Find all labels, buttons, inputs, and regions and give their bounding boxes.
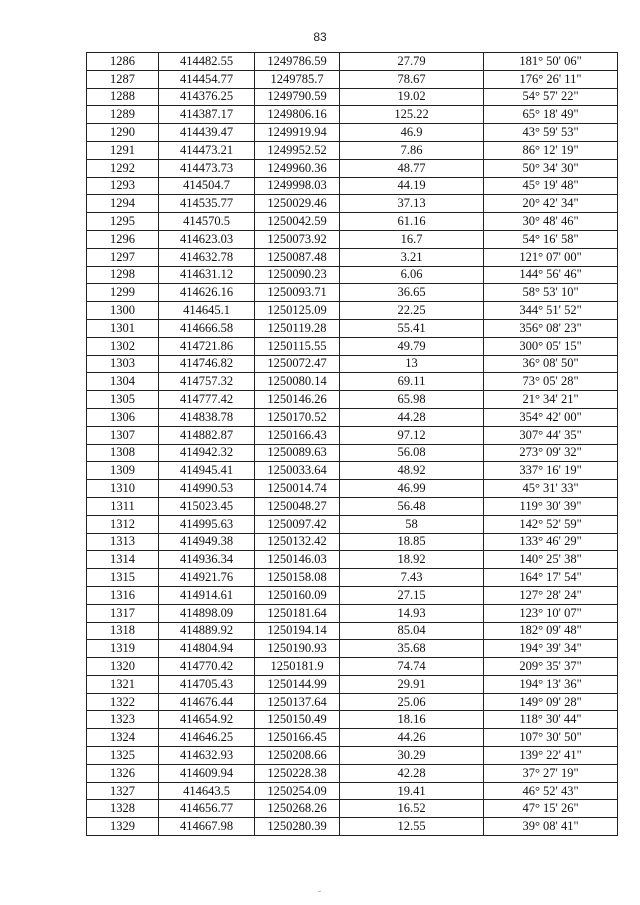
distance-cell: 27.79 bbox=[340, 53, 484, 71]
table-row bbox=[87, 195, 618, 213]
distance-cell: 12.55 bbox=[340, 818, 484, 836]
bearing-cell: 73° 05' 28" bbox=[484, 373, 618, 391]
x-coordinate-cell: 414570.5 bbox=[159, 213, 255, 231]
table-row bbox=[87, 480, 618, 498]
y-coordinate-cell: 1250150.49 bbox=[255, 711, 340, 729]
distance-cell: 85.04 bbox=[340, 622, 484, 640]
bearing-cell: 356° 08' 23" bbox=[484, 319, 618, 337]
distance-cell: 18.85 bbox=[340, 533, 484, 551]
x-coordinate-cell: 414454.77 bbox=[159, 70, 255, 88]
point-number-cell: 1302 bbox=[87, 337, 159, 355]
distance-cell: 69.11 bbox=[340, 373, 484, 391]
distance-cell: 125.22 bbox=[340, 106, 484, 124]
x-coordinate-cell: 414387.17 bbox=[159, 106, 255, 124]
page-number: 83 bbox=[313, 30, 327, 44]
bearing-cell: 300° 05' 15" bbox=[484, 337, 618, 355]
table-row bbox=[87, 124, 618, 142]
bearing-cell: 354° 42' 00" bbox=[484, 408, 618, 426]
y-coordinate-cell: 1250166.43 bbox=[255, 426, 340, 444]
x-coordinate-cell: 414656.77 bbox=[159, 800, 255, 818]
y-coordinate-cell: 1250137.64 bbox=[255, 693, 340, 711]
point-number-cell: 1310 bbox=[87, 480, 159, 498]
point-number-cell: 1320 bbox=[87, 658, 159, 676]
x-coordinate-cell: 414645.1 bbox=[159, 302, 255, 320]
bearing-cell: 39° 08' 41" bbox=[484, 818, 618, 836]
table-row bbox=[87, 426, 618, 444]
y-coordinate-cell: 1249785.7 bbox=[255, 70, 340, 88]
table-row bbox=[87, 818, 618, 836]
table-row bbox=[87, 782, 618, 800]
point-number-cell: 1297 bbox=[87, 248, 159, 266]
x-coordinate-cell: 414482.55 bbox=[159, 53, 255, 71]
x-coordinate-cell: 414945.41 bbox=[159, 462, 255, 480]
point-number-cell: 1289 bbox=[87, 106, 159, 124]
distance-cell: 3.21 bbox=[340, 248, 484, 266]
table-row bbox=[87, 88, 618, 106]
bearing-cell: 47° 15' 26" bbox=[484, 800, 618, 818]
x-coordinate-cell: 415023.45 bbox=[159, 497, 255, 515]
y-coordinate-cell: 1250208.66 bbox=[255, 747, 340, 765]
y-coordinate-cell: 1249998.03 bbox=[255, 177, 340, 195]
table-row bbox=[87, 106, 618, 124]
bearing-cell: 37° 27' 19" bbox=[484, 764, 618, 782]
table-row bbox=[87, 248, 618, 266]
x-coordinate-cell: 414770.42 bbox=[159, 658, 255, 676]
point-number-cell: 1291 bbox=[87, 141, 159, 159]
bearing-cell: 45° 19' 48" bbox=[484, 177, 618, 195]
bearing-cell: 50° 34' 30" bbox=[484, 159, 618, 177]
point-number-cell: 1323 bbox=[87, 711, 159, 729]
x-coordinate-cell: 414643.5 bbox=[159, 782, 255, 800]
bearing-cell: 43° 59' 53" bbox=[484, 124, 618, 142]
distance-cell: 61.16 bbox=[340, 213, 484, 231]
x-coordinate-cell: 414882.87 bbox=[159, 426, 255, 444]
table-row bbox=[87, 159, 618, 177]
table-row bbox=[87, 284, 618, 302]
y-coordinate-cell: 1250158.08 bbox=[255, 569, 340, 587]
y-coordinate-cell: 1250268.26 bbox=[255, 800, 340, 818]
bearing-cell: 133° 46' 29" bbox=[484, 533, 618, 551]
y-coordinate-cell: 1250144.99 bbox=[255, 675, 340, 693]
bearing-cell: 86° 12' 19" bbox=[484, 141, 618, 159]
y-coordinate-cell: 1250228.38 bbox=[255, 764, 340, 782]
y-coordinate-cell: 1250048.27 bbox=[255, 497, 340, 515]
x-coordinate-cell: 414990.53 bbox=[159, 480, 255, 498]
bearing-cell: 123° 10' 07" bbox=[484, 604, 618, 622]
table-row bbox=[87, 693, 618, 711]
x-coordinate-cell: 414666.58 bbox=[159, 319, 255, 337]
point-number-cell: 1328 bbox=[87, 800, 159, 818]
bearing-cell: 194° 39' 34" bbox=[484, 640, 618, 658]
x-coordinate-cell: 414609.94 bbox=[159, 764, 255, 782]
y-coordinate-cell: 1249806.16 bbox=[255, 106, 340, 124]
table-row bbox=[87, 551, 618, 569]
scan-speck bbox=[318, 891, 321, 892]
bearing-cell: 46° 52' 43" bbox=[484, 782, 618, 800]
y-coordinate-cell: 1250087.48 bbox=[255, 248, 340, 266]
x-coordinate-cell: 414654.92 bbox=[159, 711, 255, 729]
bearing-cell: 58° 53' 10" bbox=[484, 284, 618, 302]
bearing-cell: 273° 09' 32" bbox=[484, 444, 618, 462]
y-coordinate-cell: 1250280.39 bbox=[255, 818, 340, 836]
table-row bbox=[87, 711, 618, 729]
distance-cell: 49.79 bbox=[340, 337, 484, 355]
bearing-cell: 121° 07' 00" bbox=[484, 248, 618, 266]
point-number-cell: 1326 bbox=[87, 764, 159, 782]
distance-cell: 48.77 bbox=[340, 159, 484, 177]
bearing-cell: 307° 44' 35" bbox=[484, 426, 618, 444]
distance-cell: 13 bbox=[340, 355, 484, 373]
distance-cell: 97.12 bbox=[340, 426, 484, 444]
bearing-cell: 182° 09' 48" bbox=[484, 622, 618, 640]
table-row bbox=[87, 355, 618, 373]
table-row bbox=[87, 302, 618, 320]
bearing-cell: 144° 56' 46" bbox=[484, 266, 618, 284]
x-coordinate-cell: 414504.7 bbox=[159, 177, 255, 195]
bearing-cell: 107° 30' 50" bbox=[484, 729, 618, 747]
bearing-cell: 127° 28' 24" bbox=[484, 586, 618, 604]
point-number-cell: 1293 bbox=[87, 177, 159, 195]
distance-cell: 44.28 bbox=[340, 408, 484, 426]
distance-cell: 74.74 bbox=[340, 658, 484, 676]
distance-cell: 18.92 bbox=[340, 551, 484, 569]
distance-cell: 44.26 bbox=[340, 729, 484, 747]
bearing-cell: 54° 16' 58" bbox=[484, 230, 618, 248]
y-coordinate-cell: 1250181.9 bbox=[255, 658, 340, 676]
point-number-cell: 1319 bbox=[87, 640, 159, 658]
y-coordinate-cell: 1250115.55 bbox=[255, 337, 340, 355]
distance-cell: 46.99 bbox=[340, 480, 484, 498]
x-coordinate-cell: 414746.82 bbox=[159, 355, 255, 373]
table-row bbox=[87, 462, 618, 480]
point-number-cell: 1306 bbox=[87, 408, 159, 426]
table-row bbox=[87, 729, 618, 747]
y-coordinate-cell: 1249786.59 bbox=[255, 53, 340, 71]
point-number-cell: 1312 bbox=[87, 515, 159, 533]
x-coordinate-cell: 414631.12 bbox=[159, 266, 255, 284]
table-row bbox=[87, 141, 618, 159]
distance-cell: 6.06 bbox=[340, 266, 484, 284]
x-coordinate-cell: 414473.73 bbox=[159, 159, 255, 177]
point-number-cell: 1313 bbox=[87, 533, 159, 551]
table-row bbox=[87, 569, 618, 587]
y-coordinate-cell: 1250170.52 bbox=[255, 408, 340, 426]
point-number-cell: 1295 bbox=[87, 213, 159, 231]
y-coordinate-cell: 1250073.92 bbox=[255, 230, 340, 248]
bearing-cell: 20° 42' 34" bbox=[484, 195, 618, 213]
table-row bbox=[87, 319, 618, 337]
y-coordinate-cell: 1250181.64 bbox=[255, 604, 340, 622]
table-row bbox=[87, 604, 618, 622]
distance-cell: 18.16 bbox=[340, 711, 484, 729]
point-number-cell: 1299 bbox=[87, 284, 159, 302]
point-number-cell: 1322 bbox=[87, 693, 159, 711]
bearing-cell: 142° 52' 59" bbox=[484, 515, 618, 533]
bearing-cell: 21° 34' 21" bbox=[484, 391, 618, 409]
x-coordinate-cell: 414705.43 bbox=[159, 675, 255, 693]
y-coordinate-cell: 1250080.14 bbox=[255, 373, 340, 391]
table-body bbox=[87, 53, 618, 836]
point-number-cell: 1324 bbox=[87, 729, 159, 747]
y-coordinate-cell: 1249952.52 bbox=[255, 141, 340, 159]
point-number-cell: 1300 bbox=[87, 302, 159, 320]
point-number-cell: 1327 bbox=[87, 782, 159, 800]
x-coordinate-cell: 414676.44 bbox=[159, 693, 255, 711]
bearing-cell: 209° 35' 37" bbox=[484, 658, 618, 676]
x-coordinate-cell: 414632.78 bbox=[159, 248, 255, 266]
distance-cell: 56.48 bbox=[340, 497, 484, 515]
point-number-cell: 1303 bbox=[87, 355, 159, 373]
point-number-cell: 1309 bbox=[87, 462, 159, 480]
y-coordinate-cell: 1250160.09 bbox=[255, 586, 340, 604]
x-coordinate-cell: 414757.32 bbox=[159, 373, 255, 391]
bearing-cell: 149° 09' 28" bbox=[484, 693, 618, 711]
distance-cell: 35.68 bbox=[340, 640, 484, 658]
table-row bbox=[87, 53, 618, 71]
x-coordinate-cell: 414777.42 bbox=[159, 391, 255, 409]
table-row bbox=[87, 391, 618, 409]
distance-cell: 78.67 bbox=[340, 70, 484, 88]
distance-cell: 22.25 bbox=[340, 302, 484, 320]
point-number-cell: 1314 bbox=[87, 551, 159, 569]
distance-cell: 30.29 bbox=[340, 747, 484, 765]
x-coordinate-cell: 414721.86 bbox=[159, 337, 255, 355]
point-number-cell: 1329 bbox=[87, 818, 159, 836]
table-row bbox=[87, 230, 618, 248]
distance-cell: 7.43 bbox=[340, 569, 484, 587]
y-coordinate-cell: 1250033.64 bbox=[255, 462, 340, 480]
x-coordinate-cell: 414838.78 bbox=[159, 408, 255, 426]
bearing-cell: 344° 51' 52" bbox=[484, 302, 618, 320]
point-number-cell: 1294 bbox=[87, 195, 159, 213]
point-number-cell: 1287 bbox=[87, 70, 159, 88]
distance-cell: 36.65 bbox=[340, 284, 484, 302]
distance-cell: 16.7 bbox=[340, 230, 484, 248]
table-row bbox=[87, 533, 618, 551]
y-coordinate-cell: 1249919.94 bbox=[255, 124, 340, 142]
table-row bbox=[87, 497, 618, 515]
y-coordinate-cell: 1250166.45 bbox=[255, 729, 340, 747]
x-coordinate-cell: 414942.32 bbox=[159, 444, 255, 462]
table-row bbox=[87, 266, 618, 284]
point-number-cell: 1288 bbox=[87, 88, 159, 106]
point-number-cell: 1298 bbox=[87, 266, 159, 284]
survey-coordinates-table bbox=[86, 52, 618, 836]
bearing-cell: 164° 17' 54" bbox=[484, 569, 618, 587]
y-coordinate-cell: 1250132.42 bbox=[255, 533, 340, 551]
point-number-cell: 1311 bbox=[87, 497, 159, 515]
table-row bbox=[87, 586, 618, 604]
distance-cell: 46.9 bbox=[340, 124, 484, 142]
y-coordinate-cell: 1250125.09 bbox=[255, 302, 340, 320]
y-coordinate-cell: 1250146.26 bbox=[255, 391, 340, 409]
point-number-cell: 1318 bbox=[87, 622, 159, 640]
bearing-cell: 181° 50' 06" bbox=[484, 53, 618, 71]
y-coordinate-cell: 1250254.09 bbox=[255, 782, 340, 800]
point-number-cell: 1308 bbox=[87, 444, 159, 462]
table-row bbox=[87, 70, 618, 88]
distance-cell: 56.08 bbox=[340, 444, 484, 462]
distance-cell: 65.98 bbox=[340, 391, 484, 409]
distance-cell: 14.93 bbox=[340, 604, 484, 622]
point-number-cell: 1292 bbox=[87, 159, 159, 177]
bearing-cell: 139° 22' 41" bbox=[484, 747, 618, 765]
x-coordinate-cell: 414804.94 bbox=[159, 640, 255, 658]
y-coordinate-cell: 1250190.93 bbox=[255, 640, 340, 658]
x-coordinate-cell: 414646.25 bbox=[159, 729, 255, 747]
point-number-cell: 1304 bbox=[87, 373, 159, 391]
y-coordinate-cell: 1250072.47 bbox=[255, 355, 340, 373]
y-coordinate-cell: 1250146.03 bbox=[255, 551, 340, 569]
distance-cell: 55.41 bbox=[340, 319, 484, 337]
distance-cell: 44.19 bbox=[340, 177, 484, 195]
point-number-cell: 1301 bbox=[87, 319, 159, 337]
distance-cell: 16.52 bbox=[340, 800, 484, 818]
bearing-cell: 65° 18' 49" bbox=[484, 106, 618, 124]
x-coordinate-cell: 414473.21 bbox=[159, 141, 255, 159]
table-row bbox=[87, 675, 618, 693]
x-coordinate-cell: 414889.92 bbox=[159, 622, 255, 640]
table-row bbox=[87, 764, 618, 782]
distance-cell: 19.41 bbox=[340, 782, 484, 800]
bearing-cell: 54° 57' 22" bbox=[484, 88, 618, 106]
bearing-cell: 36° 08' 50" bbox=[484, 355, 618, 373]
point-number-cell: 1315 bbox=[87, 569, 159, 587]
y-coordinate-cell: 1250194.14 bbox=[255, 622, 340, 640]
x-coordinate-cell: 414898.09 bbox=[159, 604, 255, 622]
point-number-cell: 1325 bbox=[87, 747, 159, 765]
distance-cell: 29.91 bbox=[340, 675, 484, 693]
x-coordinate-cell: 414667.98 bbox=[159, 818, 255, 836]
x-coordinate-cell: 414535.77 bbox=[159, 195, 255, 213]
x-coordinate-cell: 414921.76 bbox=[159, 569, 255, 587]
point-number-cell: 1286 bbox=[87, 53, 159, 71]
y-coordinate-cell: 1250097.42 bbox=[255, 515, 340, 533]
distance-cell: 27.15 bbox=[340, 586, 484, 604]
table-row bbox=[87, 337, 618, 355]
x-coordinate-cell: 414623.03 bbox=[159, 230, 255, 248]
x-coordinate-cell: 414914.61 bbox=[159, 586, 255, 604]
distance-cell: 48.92 bbox=[340, 462, 484, 480]
bearing-cell: 176° 26' 11" bbox=[484, 70, 618, 88]
y-coordinate-cell: 1250093.71 bbox=[255, 284, 340, 302]
bearing-cell: 30° 48' 46" bbox=[484, 213, 618, 231]
table-row bbox=[87, 658, 618, 676]
bearing-cell: 194° 13' 36" bbox=[484, 675, 618, 693]
table-row bbox=[87, 408, 618, 426]
y-coordinate-cell: 1250090.23 bbox=[255, 266, 340, 284]
y-coordinate-cell: 1249960.36 bbox=[255, 159, 340, 177]
bearing-cell: 337° 16' 19" bbox=[484, 462, 618, 480]
bearing-cell: 118° 30' 44" bbox=[484, 711, 618, 729]
table-row bbox=[87, 373, 618, 391]
x-coordinate-cell: 414632.93 bbox=[159, 747, 255, 765]
x-coordinate-cell: 414626.16 bbox=[159, 284, 255, 302]
x-coordinate-cell: 414949.38 bbox=[159, 533, 255, 551]
point-number-cell: 1307 bbox=[87, 426, 159, 444]
y-coordinate-cell: 1249790.59 bbox=[255, 88, 340, 106]
bearing-cell: 140° 25' 38" bbox=[484, 551, 618, 569]
distance-cell: 7.86 bbox=[340, 141, 484, 159]
bearing-cell: 45° 31' 33" bbox=[484, 480, 618, 498]
point-number-cell: 1316 bbox=[87, 586, 159, 604]
y-coordinate-cell: 1250042.59 bbox=[255, 213, 340, 231]
table-row bbox=[87, 177, 618, 195]
y-coordinate-cell: 1250119.28 bbox=[255, 319, 340, 337]
distance-cell: 37.13 bbox=[340, 195, 484, 213]
distance-cell: 19.02 bbox=[340, 88, 484, 106]
point-number-cell: 1317 bbox=[87, 604, 159, 622]
table-row bbox=[87, 444, 618, 462]
table-row bbox=[87, 515, 618, 533]
table-row bbox=[87, 800, 618, 818]
x-coordinate-cell: 414439.47 bbox=[159, 124, 255, 142]
distance-cell: 58 bbox=[340, 515, 484, 533]
x-coordinate-cell: 414936.34 bbox=[159, 551, 255, 569]
x-coordinate-cell: 414995.63 bbox=[159, 515, 255, 533]
table-row bbox=[87, 213, 618, 231]
y-coordinate-cell: 1250014.74 bbox=[255, 480, 340, 498]
point-number-cell: 1296 bbox=[87, 230, 159, 248]
table-row bbox=[87, 640, 618, 658]
distance-cell: 25.06 bbox=[340, 693, 484, 711]
bearing-cell: 119° 30' 39" bbox=[484, 497, 618, 515]
distance-cell: 42.28 bbox=[340, 764, 484, 782]
point-number-cell: 1305 bbox=[87, 391, 159, 409]
y-coordinate-cell: 1250029.46 bbox=[255, 195, 340, 213]
x-coordinate-cell: 414376.25 bbox=[159, 88, 255, 106]
point-number-cell: 1290 bbox=[87, 124, 159, 142]
table-row bbox=[87, 622, 618, 640]
point-number-cell: 1321 bbox=[87, 675, 159, 693]
table-row bbox=[87, 747, 618, 765]
y-coordinate-cell: 1250089.63 bbox=[255, 444, 340, 462]
